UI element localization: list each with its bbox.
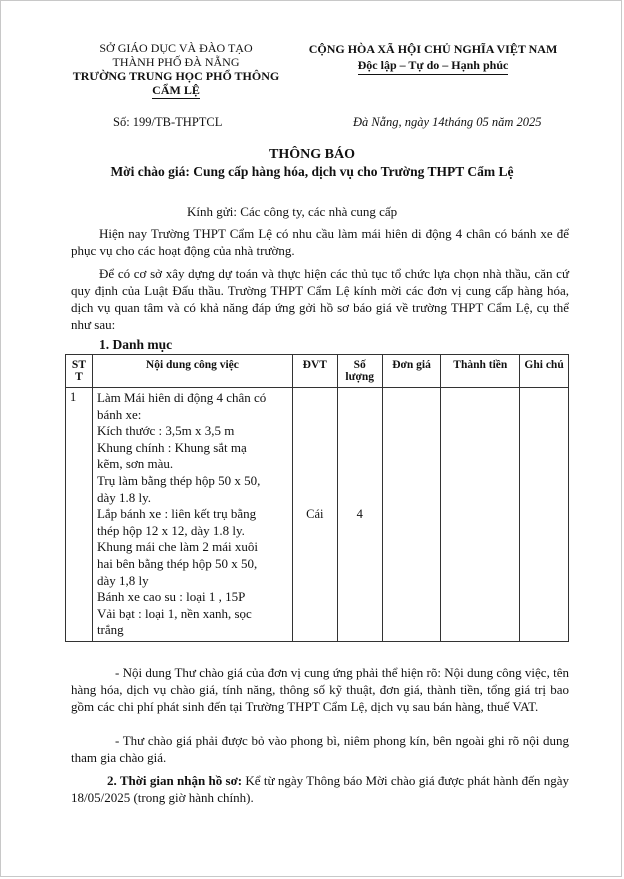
- section-2-text: Kể từ ngày Thông báo Mời chào giá được phát hành đến ngày 18/05/2025 (trong giờ hành chính).: [71, 773, 569, 805]
- desc-line: dày 1.8 ly.: [96, 489, 151, 505]
- desc-line: Khung chính : Khung sắt mạ: [96, 439, 247, 455]
- cell-content: [92, 388, 292, 642]
- issuing-organization: [51, 41, 301, 99]
- desc-line: Bánh xe cao su : loại 1 , 15P: [96, 589, 246, 605]
- desc-line: kẽm, sơn màu.: [96, 456, 174, 472]
- cell-stt: 1: [66, 388, 93, 642]
- national-header: [293, 41, 573, 75]
- desc-line: Làm Mái hiên di động 4 chân có: [96, 390, 267, 405]
- nation-title: CỘNG HÒA XÃ HỘI CHỦ NGHĨA VIỆT NAM: [308, 42, 558, 56]
- section-1-heading: 1. Danh mục: [99, 337, 173, 352]
- desc-line: Lắp bánh xe : liên kết trụ bằng: [96, 506, 257, 522]
- note-envelope: - Thư chào giá phải được bỏ vào phong bì, niêm phong kín, bên ngoài ghi rõ nội dung tham gia chào giá.: [71, 733, 569, 765]
- org-city: THÀNH PHỐ ĐÀ NẴNG: [112, 55, 240, 69]
- document-title: THÔNG BÁO: [269, 147, 355, 162]
- desc-line: dày 1,8 ly: [96, 572, 149, 588]
- table-row: [66, 388, 569, 642]
- document-subtitle: Mời chào giá: Cung cấp hàng hóa, dịch vụ cho Trường THPT Cẩm Lệ: [110, 164, 514, 179]
- org-department: SỞ GIÁO DỤC VÀ ĐÀO TẠO: [99, 41, 253, 55]
- col-header-total: Thành tiền: [441, 355, 520, 388]
- cell-quantity: 4: [337, 388, 382, 642]
- org-school-name: CẨM LỆ: [152, 83, 200, 97]
- org-school: TRƯỜNG TRUNG HỌC PHỔ THÔNG: [72, 69, 280, 83]
- col-header-unit-price: Đơn giá: [382, 355, 441, 388]
- desc-line: Kích thước : 3,5m x 3,5 m: [96, 423, 235, 439]
- col-header-stt: ST T: [66, 355, 93, 388]
- col-header-unit: ĐVT: [292, 355, 337, 388]
- cell-total: [441, 388, 520, 642]
- place-date: Đà Nẵng, ngày 14tháng 05 năm 2025: [353, 115, 542, 129]
- desc-line: trắng: [96, 622, 124, 638]
- table-header-row: [66, 355, 569, 388]
- desc-line: Vải bạt : loại 1, nền xanh, sọc: [96, 605, 252, 621]
- desc-line: bánh xe:: [96, 406, 142, 422]
- col-header-content: Nội dung công việc: [92, 355, 292, 388]
- basis-paragraph: Để có cơ sở xây dựng dự toán và thực hiện các thủ tục tổ chức lựa chọn nhà thầu, căn cứ quy định của Luật Đấu thầu. Trường THPT Cẩm Lệ kính mời các đơn vị cung cấp hàng hóa, dịch vụ quan tâm và có khả năng đáp ứng gởi hồ sơ báo giá về trường THPT Cẩm Lệ, cụ thể như sau:: [71, 266, 569, 332]
- cell-note: [520, 388, 569, 642]
- desc-line: Trụ làm bằng thép hộp 50 x 50,: [96, 472, 261, 488]
- section-2: [71, 772, 569, 806]
- col-header-quantity: Số lượng: [337, 355, 382, 388]
- section-2-heading: 2. Thời gian nhận hồ sơ:: [107, 773, 243, 788]
- cell-unit: Cái: [292, 388, 337, 642]
- addressee: Kính gửi: Các công ty, các nhà cung cấp: [187, 204, 398, 219]
- col-header-note: Ghi chú: [520, 355, 569, 388]
- desc-line: thép hộp 12 x 12, dày 1.8 ly.: [96, 522, 245, 538]
- document-number: Số: 199/TB-THPTCL: [113, 115, 223, 129]
- motto: Độc lập – Tự do – Hạnh phúc: [358, 57, 509, 75]
- items-table: [65, 354, 569, 642]
- intro-paragraph: Hiện nay Trường THPT Cẩm Lệ có nhu cầu làm mái hiên di động 4 chân có bánh xe để phục vụ cho các hoạt động của nhà trường.: [71, 226, 569, 258]
- desc-line: hai bên bằng thép hộp 50 x 50,: [96, 555, 258, 571]
- cell-unit-price: [382, 388, 441, 642]
- desc-line: Khung mái che làm 2 mái xuôi: [96, 539, 258, 555]
- note-letter-content: - Nội dung Thư chào giá của đơn vị cung ứng phải thể hiện rõ: Nội dung công việc, tên hàng hóa, dịch vụ chào giá, tính năng, thông số kỹ thuật, đơn giá, thành tiền, tổng giá trị bao gồm các chi phí phát sinh đến tại Trường THPT Cẩm Lệ, dịch vụ sau bán hàng, thuế VAT.: [71, 665, 569, 714]
